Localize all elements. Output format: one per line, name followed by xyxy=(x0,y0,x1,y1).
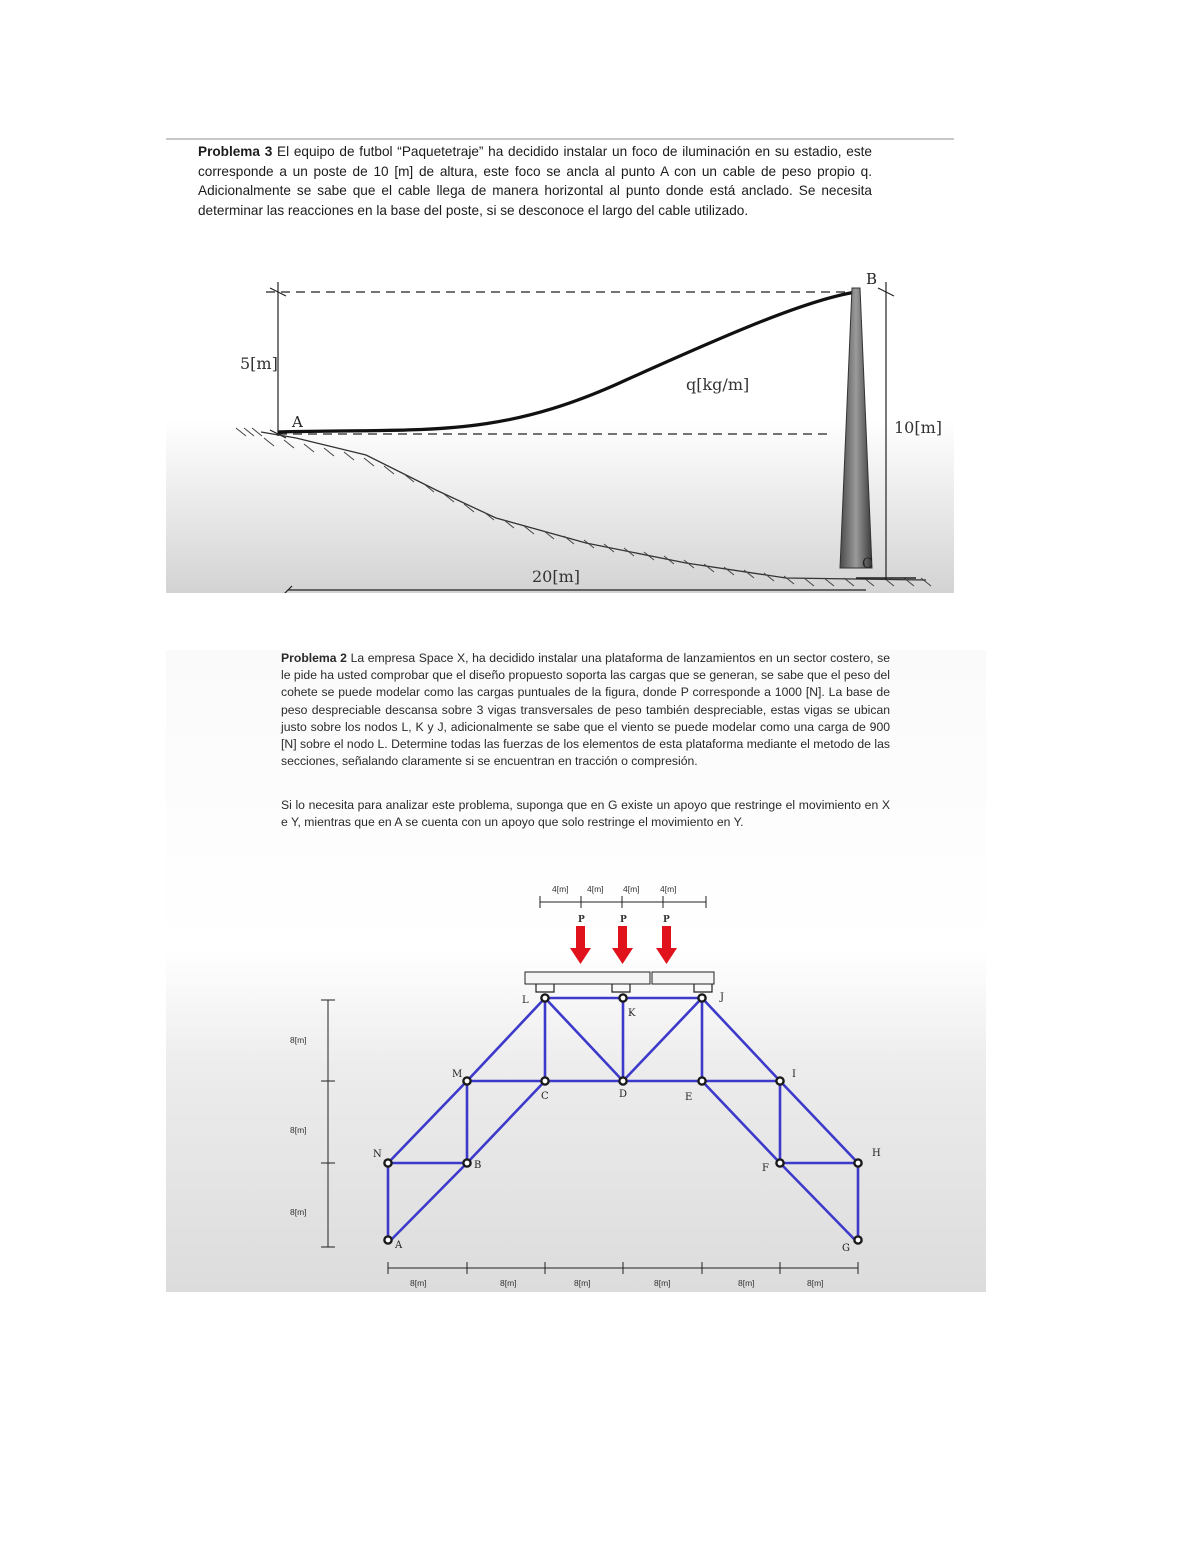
joint-n xyxy=(384,1159,391,1166)
right-height-label: 10[m] xyxy=(894,418,943,437)
node-label-i: I xyxy=(792,1069,796,1080)
joint-d xyxy=(619,1077,626,1084)
load-arrow-2 xyxy=(612,926,633,964)
cable xyxy=(278,292,856,432)
left-height-label: 5[m] xyxy=(240,354,278,373)
node-label-n: N xyxy=(373,1149,382,1160)
node-label-l: L xyxy=(522,995,529,1006)
load-p-1-label: P xyxy=(578,915,585,925)
joint-b xyxy=(463,1159,470,1166)
joint-a xyxy=(384,1236,391,1243)
node-label-j: J xyxy=(720,992,725,1003)
joint-h xyxy=(854,1159,861,1166)
truss-members xyxy=(388,998,858,1243)
problem-2-panel xyxy=(166,650,986,1292)
joint-k xyxy=(619,994,626,1001)
member-f-g xyxy=(780,1163,858,1243)
load-label: q[kg/m] xyxy=(686,375,750,394)
top-dim-4: 4[m] xyxy=(660,884,677,894)
node-label-h: H xyxy=(872,1148,881,1159)
load-arrow-3 xyxy=(656,926,677,964)
node-label-m: M xyxy=(452,1069,463,1080)
cable-pole-figure xyxy=(166,140,954,593)
ground-line xyxy=(261,432,926,580)
member-m-l xyxy=(467,998,545,1081)
joint-l xyxy=(541,994,548,1001)
joint-j xyxy=(698,994,705,1001)
member-n-m xyxy=(388,1081,467,1163)
node-label-f: F xyxy=(762,1163,769,1174)
bottom-dim-5: 8[m] xyxy=(738,1278,755,1288)
joint-f xyxy=(776,1159,783,1166)
ground-hatching xyxy=(236,428,931,586)
node-label-c: C xyxy=(541,1091,549,1102)
node-label-e: E xyxy=(685,1092,693,1103)
node-label-k: K xyxy=(628,1008,636,1019)
joint-m xyxy=(463,1077,470,1084)
joint-e xyxy=(698,1077,705,1084)
truss-figure xyxy=(166,650,986,1292)
load-p-3-label: P xyxy=(663,915,670,925)
load-arrow-1 xyxy=(570,926,591,964)
member-e-f xyxy=(702,1081,780,1163)
left-dim-2: 8[m] xyxy=(290,1125,307,1135)
member-b-c xyxy=(467,1081,545,1163)
left-dim-1: 8[m] xyxy=(290,1035,307,1045)
load-arrows xyxy=(570,926,677,964)
problem-3-heading: Problema 3 xyxy=(198,144,273,159)
load-p-2-label: P xyxy=(620,915,627,925)
pole xyxy=(840,288,872,568)
bottom-dim-4: 8[m] xyxy=(654,1278,671,1288)
top-dim-1: 4[m] xyxy=(552,884,569,894)
joint-g xyxy=(854,1236,861,1243)
point-a-label: A xyxy=(292,413,303,431)
left-dim-3: 8[m] xyxy=(290,1207,307,1217)
top-dim-2: 4[m] xyxy=(587,884,604,894)
point-c-label: C xyxy=(862,556,873,572)
bottom-dim-6: 8[m] xyxy=(807,1278,824,1288)
platform-left xyxy=(525,972,650,984)
platform-right xyxy=(652,972,714,984)
node-label-a: A xyxy=(395,1240,403,1251)
problem-2-text: La empresa Space X, ha decidido instalar una plataforma de lanzamientos en un sector costero, se le pide ha usted comprobar que el diseño propuesto soporta las cargas que se generan, se sabe que el peso del cohete se puede modelar como las cargas puntuales de la figura, donde P corresponde a 1000 [N]. La base de peso despreciable descansa sobre 3 vigas transversales de peso también despreciable, estas vigas se ubican justo sobre los nodos L, K y J, adicionalmente se sabe que el viento se puede modelar como una carga de 900 [N] sobre el nodo L. Determine todas las fuerzas de los elementos de esta plataforma mediante el metodo de las secciones, señalando claramente si se encuentran en tracción o compresión. xyxy=(281,651,890,769)
top-dim-3: 4[m] xyxy=(623,884,640,894)
problem-3-text: El equipo de futbol “Paquetetraje” ha decidido instalar un foco de iluminación en su estadio, este corresponde a un poste de 10 [m] de altura, este foco se ancla al punto A con un cable de peso propio q. Adicionalmente se sabe que el cable llega de manera horizontal al punto donde está anclado. Se necesita determinar las reacciones en la base del poste, si se desconoce el largo del cable utilizado. xyxy=(198,144,872,218)
problem-2-support-note: Si lo necesita para analizar este problema, suponga que en G existe un apoyo que restringe el movimiento en X e Y, mientras que en A se cuenta con un apoyo que solo restringe el movimiento en Y. xyxy=(281,798,890,830)
span-label: 20[m] xyxy=(532,567,581,586)
problem-3-panel xyxy=(166,138,954,593)
member-j-i xyxy=(702,998,780,1081)
joint-c xyxy=(541,1077,548,1084)
point-b-label: B xyxy=(866,270,878,288)
member-l-d xyxy=(545,998,623,1081)
node-label-b: B xyxy=(474,1160,482,1171)
problem-2-heading: Problema 2 xyxy=(281,651,347,665)
bottom-dim-1: 8[m] xyxy=(410,1278,427,1288)
platform-supports xyxy=(536,984,712,992)
member-i-h xyxy=(780,1081,858,1163)
bottom-dim-3: 8[m] xyxy=(574,1278,591,1288)
node-label-d: D xyxy=(619,1089,628,1100)
member-a-b xyxy=(388,1163,467,1243)
node-label-g: G xyxy=(842,1243,850,1254)
joint-i xyxy=(776,1077,783,1084)
bottom-dim-2: 8[m] xyxy=(500,1278,517,1288)
